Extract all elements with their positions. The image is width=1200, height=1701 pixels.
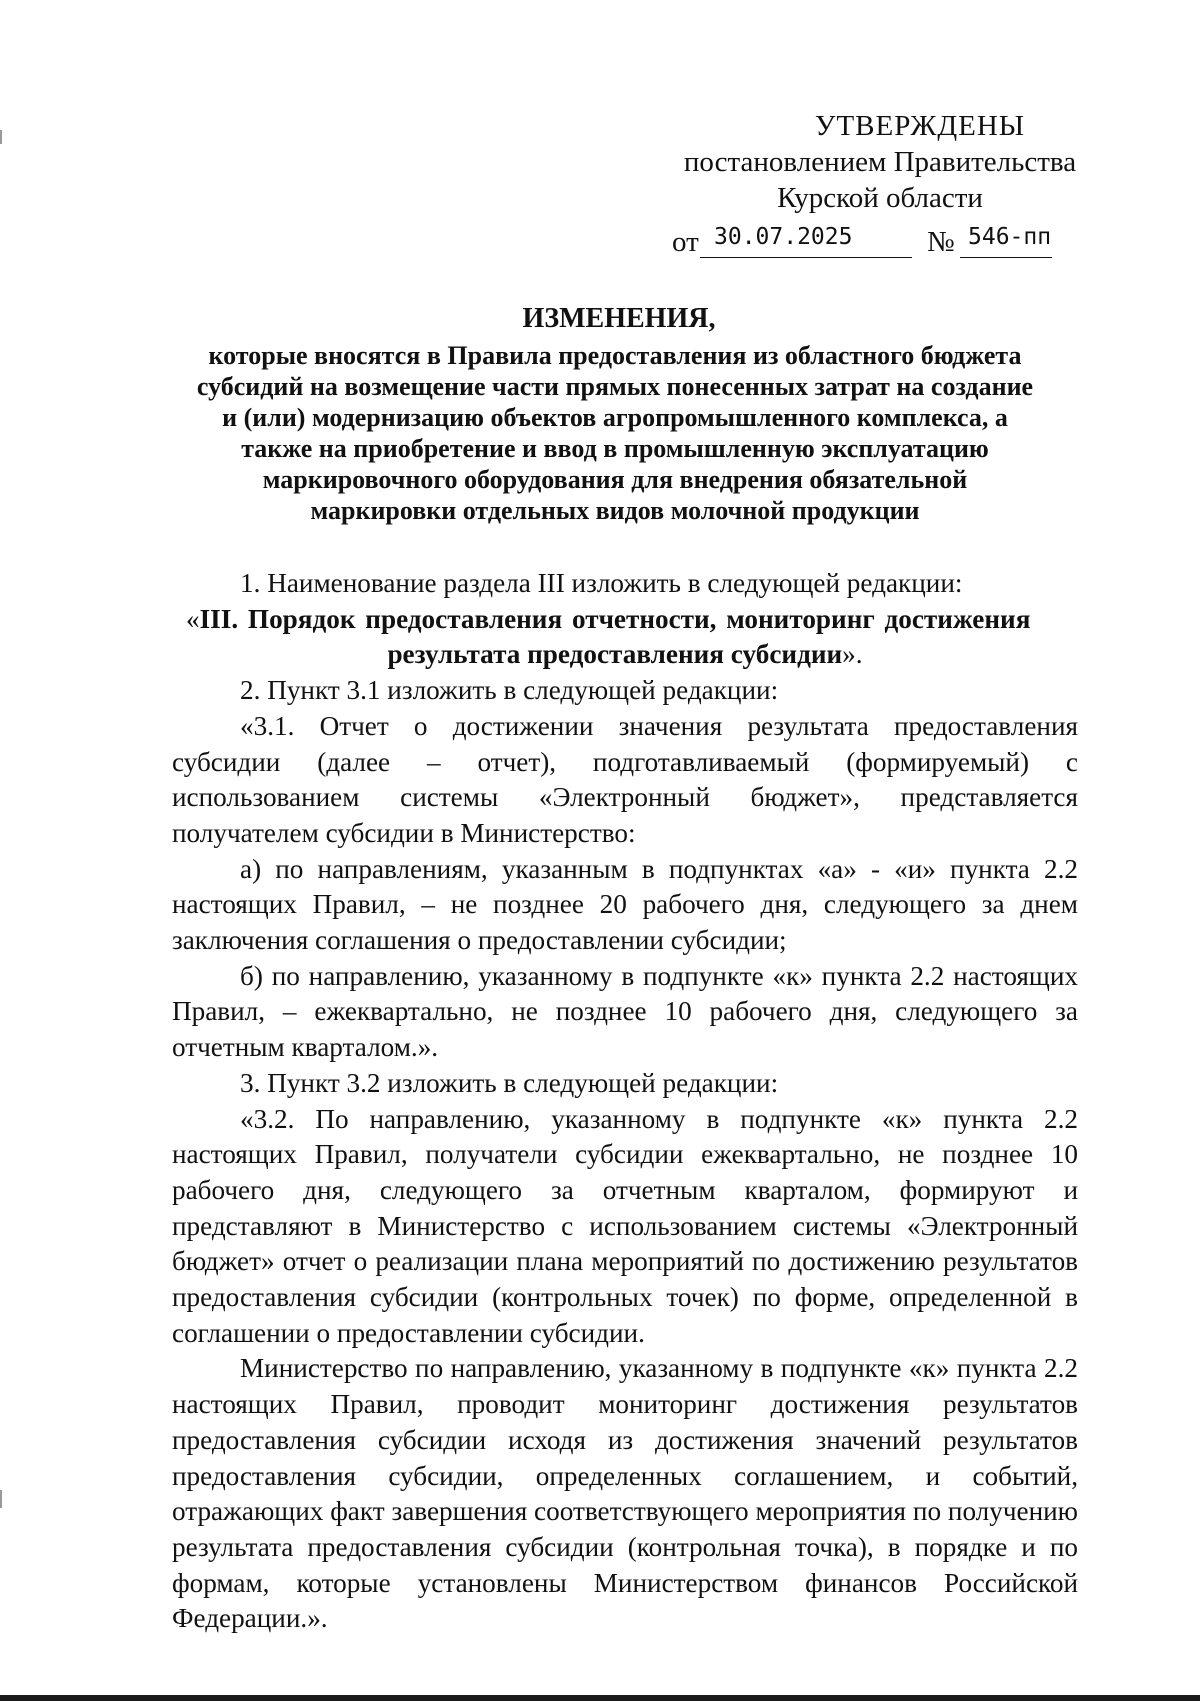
paragraph-sub-b: б) по направлению, указанному в подпункте «к» пункта 2.2 настоящих Правил, – ежеквартально, не позднее 10 рабочего дня, следующего за отчетным кварталом.». [172,960,1078,1063]
approval-heading: УТВЕРЖДЕНЫ [814,110,1026,142]
paragraph-3-2: «3.2. По направлению, указанному в подпункте «к» пункта 2.2 настоящих Правил, получатели субсидии ежеквартально, не позднее 10 рабочего дня, следующего за отчетным кварталом, формируют и представляют в Министерство с использованием системы «Электронный бюджет» отчет о реализации плана мероприятий по достижению результатов предоставления субсидии (контрольных точек) по форме, определенной в соглашении о предоставлении субсидии. [172,1103,1078,1348]
section-heading-line-1 [172,602,1078,638]
title-line: маркировки отдельных видов молочной продукции [310,496,920,525]
title-line: также на приобретение и ввод в промышленную эксплуатацию [241,434,989,463]
approval-line-1: постановлением Правительства [683,146,1077,178]
scan-artifact [0,1490,2,1508]
title-line: и (или) модернизацию объектов агропромышленного комплекса, а [222,403,1008,432]
paragraph-item-1: 1. Наименование раздела III изложить в следующей редакции: [240,568,963,598]
section-heading-text-2: результата предоставления субсидии [387,639,843,670]
document-date: 30.07.2025 [700,222,912,258]
document-title: ИЗМЕНЕНИЯ, [522,303,716,334]
number-label: № [927,226,955,258]
title-block [150,302,1080,526]
paragraph-sub-a: а) по направлениям, указанным в подпунктах «а» - «и» пункта 2.2 настоящих Правил, – не позднее 20 рабочего дня, следующего за днем заключения соглашения о предоставлении субсидии; [172,853,1078,956]
approval-line-2: Курской области [777,182,983,214]
paragraph-item-3: 3. Пункт 3.2 изложить в следующей редакции: [240,1067,779,1098]
document-number: 546-пп [960,222,1052,258]
title-line: которые вносятся в Правила предоставления из областного бюджета [208,341,1022,370]
date-number-row [660,218,1100,258]
scan-bottom-edge [0,1695,1200,1701]
section-heading-text-1: III. Порядок предоставления отчетности, мониторинг достижения [199,603,1031,634]
paragraph-monitoring: Министерство по направлению, указанному в подпункте «к» пункта 2.2 настоящих Правил, проводит мониторинг достижения результатов предоставления субсидии исходя из достижения значений результатов предоставления субсидии, определенных соглашением, и событий, отражающих факт завершения соответствующего мероприятия по получению результата предоставления субсидии (контрольная точка), в порядке и по формам, которые установлены Министерством финансов Российской Федерации.». [172,1353,1078,1634]
approval-block [660,108,1100,258]
from-label: от [672,226,699,258]
section-heading-line-2 [172,637,1078,673]
title-line: маркировочного оборудования для внедрения обязательной [262,465,968,494]
document-body [172,566,1078,1637]
open-quote: « [186,603,200,634]
title-line: субсидий на возмещение части прямых понесенных затрат на создание [196,372,1034,401]
close-quote: ». [842,639,863,670]
paragraph-3-1: «3.1. Отчет о достижении значения результата предоставления субсидии (далее – отчет), подготавливаемый (формируемый) с использованием системы «Электронный бюджет», представляется получателем субсидии в Министерство: [172,710,1078,848]
scan-artifact [0,130,2,144]
paragraph-item-2: 2. Пункт 3.1 изложить в следующей редакции: [240,675,779,706]
